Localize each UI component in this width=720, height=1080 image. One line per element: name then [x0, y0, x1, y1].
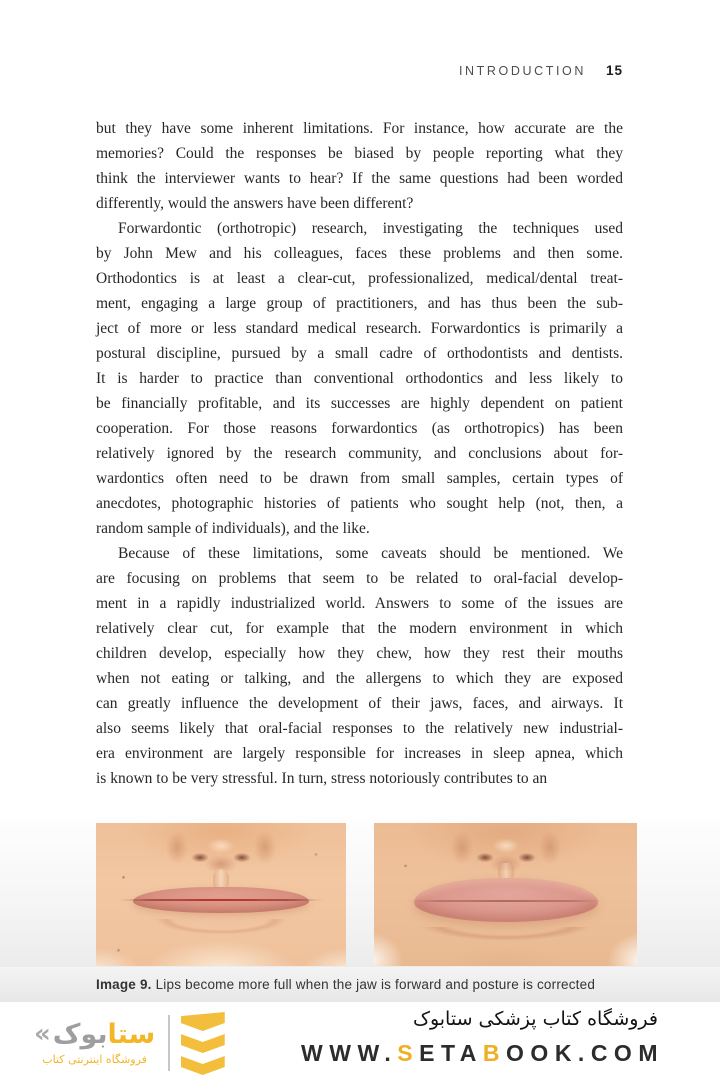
wordmark-seta: ستا	[107, 1018, 156, 1050]
chevron-shape	[181, 1056, 225, 1075]
chevron-shape	[181, 1012, 225, 1031]
text-line: but they have some inherent limitations. For instance, how accurate are the	[96, 120, 623, 137]
text-line: random sample of individuals), and the like.	[96, 520, 370, 537]
text-line: cooperation. For those reasons forwardontics (as orthotropics) has been	[96, 420, 623, 437]
url-mid: ETA	[419, 1040, 483, 1066]
text-line: postural discipline, pursued by a small cadre of orthodontists and dentists.	[96, 345, 623, 362]
figure-caption-strip	[0, 967, 720, 1002]
text-line: be financially profitable, and its successes are highly dependent on patient	[96, 395, 623, 412]
paragraph	[96, 541, 623, 791]
figure-caption-text: Lips become more full when the jaw is forward and posture is corrected	[151, 977, 596, 992]
logo-wordmark	[53, 1019, 155, 1050]
store-title: فروشگاه کتاب پزشکی ستابوک	[412, 1008, 658, 1030]
text-line: It is harder to practice than conventional orthodontics and less likely to	[96, 370, 623, 387]
footer-branding	[0, 1002, 720, 1080]
before-photo-thin-lips	[96, 823, 346, 966]
text-line: memories? Could the responses be biased by people reporting what they	[96, 145, 623, 162]
text-line: also seems likely that oral-facial responses to the relatively new industrial-	[96, 720, 623, 737]
logo-text-block	[34, 1019, 155, 1066]
figure-caption	[0, 977, 595, 992]
lips-illustration	[133, 887, 309, 913]
text-line: can greatly influence the development of their jaws, faces, and airways. It	[96, 695, 623, 712]
after-photo-full-lips	[374, 823, 637, 966]
page-number: 15	[605, 63, 623, 78]
text-line: by John Mew and his colleagues, faces these problems and then some.	[96, 245, 623, 262]
url-letter-s: S	[397, 1040, 420, 1066]
paragraph	[96, 216, 623, 541]
lips-illustration	[414, 878, 598, 922]
mouth-line-illustration	[117, 899, 325, 901]
text-line: Orthodontics is at least a clear-cut, professionalized, medical/dental treat-	[96, 270, 623, 287]
nose-illustration	[166, 823, 276, 871]
logo-wordline	[34, 1019, 155, 1050]
url-letter-b: B	[482, 1040, 507, 1066]
logo-divider	[168, 1015, 170, 1071]
text-line: anecdotes, photographic histories of patients who sought help (not, then, a	[96, 495, 623, 512]
logo-tagline: فروشگاه اینترنتی کتاب	[42, 1053, 147, 1067]
figure-band	[0, 815, 720, 967]
chevron-shape	[181, 1034, 225, 1053]
guillemet-icon: «	[34, 1019, 51, 1050]
mouth-line-illustration	[406, 900, 605, 902]
chin-shadow-illustration	[146, 919, 296, 959]
text-line: Because of these limitations, some caveats should be mentioned. We	[118, 545, 623, 562]
setabook-logo[interactable]	[34, 1010, 225, 1075]
paragraph	[96, 116, 623, 216]
chin-shadow-illustration	[411, 927, 601, 966]
url-prefix: WWW.	[301, 1040, 398, 1066]
text-line: is known to be very stressful. In turn, stress notoriously contributes to an	[96, 770, 548, 787]
figure-caption-label: Image 9.	[96, 977, 152, 992]
text-line: children develop, especially how they chew, how they rest their mouths	[96, 645, 623, 662]
text-line: wardontics often need to be drawn from small samples, certain types of	[96, 470, 623, 487]
text-line: relatively clear cut, for example that the modern environment in which	[96, 620, 623, 637]
body-text	[96, 116, 623, 791]
text-line: think the interviewer wants to hear? If the same questions had been worded	[96, 170, 623, 187]
text-line: ment in a rapidly industrialized world. Answers to some of the issues are	[96, 595, 623, 612]
text-line: relatively ignored by the research community, and conclusions about for-	[96, 445, 623, 462]
text-line: Forwardontic (orthotropic) research, investigating the techniques used	[118, 220, 623, 237]
running-header	[459, 63, 623, 78]
text-line: ment, engaging a large group of practitioners, and has thus been the sub-	[96, 295, 623, 312]
chevrons-icon	[181, 1010, 225, 1075]
text-line: ject of more or less standard medical research. Forwardontics is primarily a	[96, 320, 623, 337]
text-line: are focusing on problems that seem to be related to oral-facial develop-	[96, 570, 623, 587]
website-url[interactable]	[301, 1040, 664, 1067]
chapter-title: INTRODUCTION	[458, 64, 586, 78]
text-line: when not eating or talking, and the allergens to which they are exposed	[96, 670, 623, 687]
url-suffix: OOK.COM	[506, 1040, 664, 1066]
wordmark-book: بوک	[52, 1018, 108, 1050]
text-line: era environment are largely responsible for increases in sleep apnea, which	[96, 745, 623, 762]
text-line: differently, would the answers have been different?	[96, 195, 414, 212]
